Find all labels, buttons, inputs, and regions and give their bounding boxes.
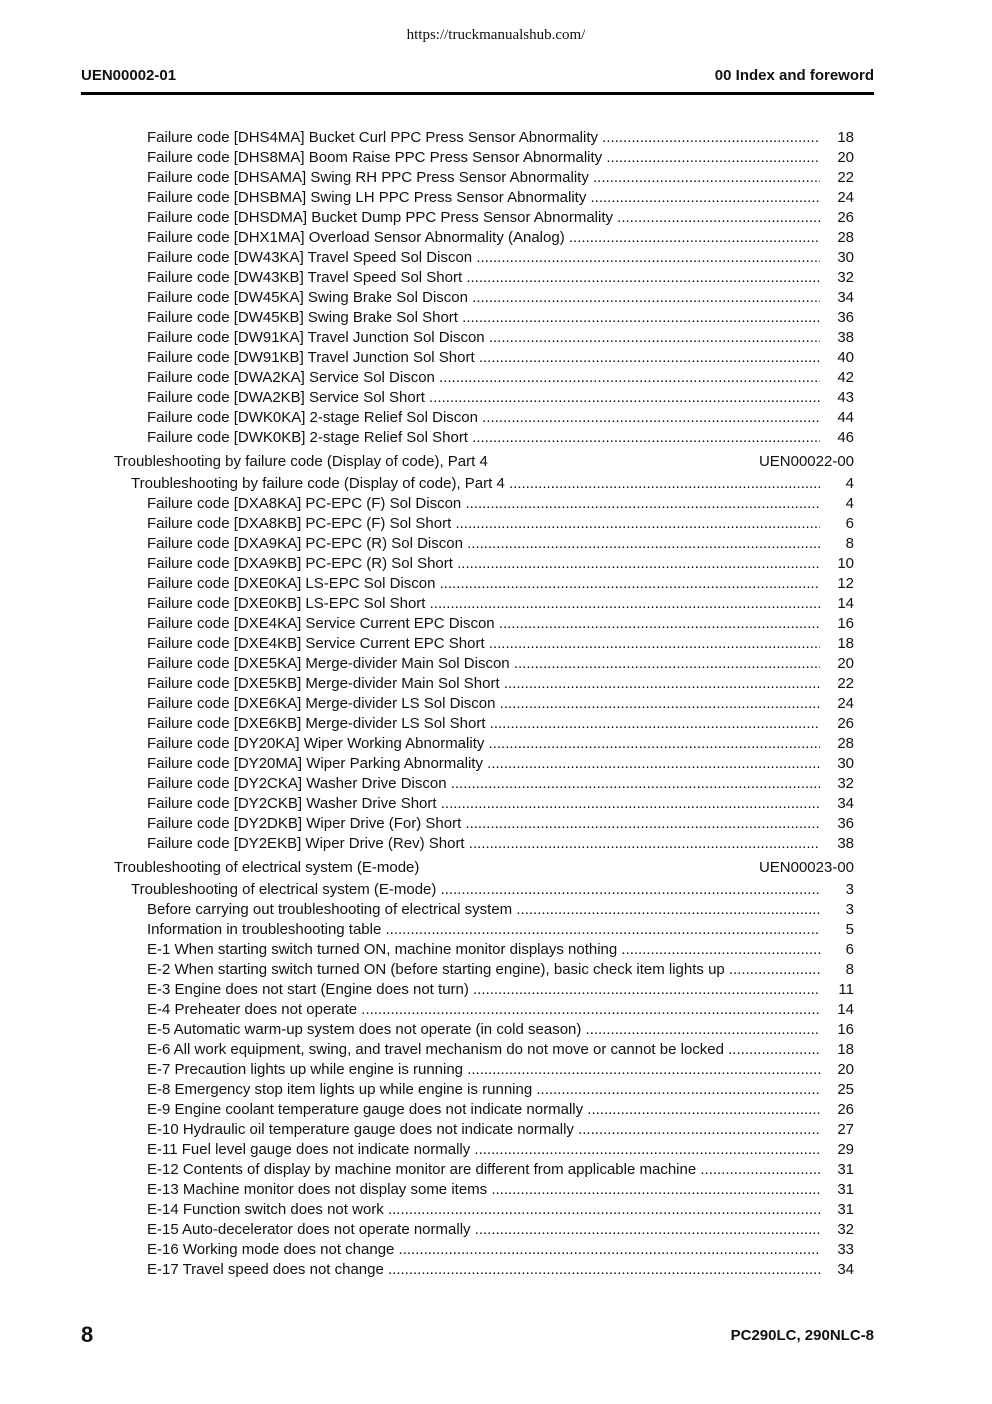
toc-entry[interactable] xyxy=(0,1040,992,1060)
toc-entry-page: 16 xyxy=(837,615,854,632)
toc-entry-page: 24 xyxy=(837,695,854,712)
toc-entry[interactable] xyxy=(0,494,992,514)
toc-entry-title: Failure code [DWK0KB] 2-stage Relief Sol Short ..... xyxy=(147,428,820,448)
toc-entry-page: 31 xyxy=(837,1201,854,1218)
toc-entry[interactable] xyxy=(0,368,992,388)
toc-entry-page: 24 xyxy=(837,189,854,206)
toc-entry[interactable] xyxy=(0,614,992,634)
doc-code: UEN00002-01 xyxy=(81,67,177,84)
toc-entry-page: 18 xyxy=(837,129,854,146)
toc-entry-page: 20 xyxy=(837,1061,854,1078)
toc-entry-page: 28 xyxy=(837,735,854,752)
toc-entry-title: E-8 Emergency stop item lights up while engine is running ..... xyxy=(147,1080,820,1100)
toc-entry[interactable] xyxy=(0,940,992,960)
toc-entry-title: Failure code [DXE5KB] Merge-divider Main Sol Short ..... xyxy=(147,674,820,694)
toc-entry-page: 27 xyxy=(837,1121,854,1138)
toc-entry-page: 6 xyxy=(845,515,854,532)
toc-entry-page: 43 xyxy=(837,389,854,406)
toc-entry-page: 29 xyxy=(837,1141,854,1158)
toc-entry-title: E-4 Preheater does not operate ..... xyxy=(147,1000,820,1020)
toc-entry-title: E-5 Automatic warm-up system does not operate (in cold season) ..... xyxy=(147,1020,820,1040)
toc-entry-title: Failure code [DW43KA] Travel Speed Sol Discon ..... xyxy=(147,248,820,268)
section-heading-title: Troubleshooting by failure code (Display of code), Part 4 xyxy=(114,453,488,470)
toc-entry[interactable] xyxy=(0,474,992,494)
toc-entry-title: Failure code [DW91KB] Travel Junction Sol Short ..... xyxy=(147,348,820,368)
toc-entry[interactable] xyxy=(0,774,992,794)
toc-entry-page: 20 xyxy=(837,149,854,166)
toc-entry-title: Failure code [DW91KA] Travel Junction Sol Discon ..... xyxy=(147,328,820,348)
toc-entry[interactable] xyxy=(0,1020,992,1040)
toc-entry-page: 30 xyxy=(837,249,854,266)
toc-entry[interactable] xyxy=(0,128,992,148)
toc-entry-page: 28 xyxy=(837,229,854,246)
toc-entry-page: 10 xyxy=(837,555,854,572)
toc-entry[interactable] xyxy=(0,754,992,774)
toc-entry-title: E-12 Contents of display by machine monitor are different from applicable machine ..... xyxy=(147,1160,820,1180)
toc-entry-page: 3 xyxy=(845,881,854,898)
toc-entry-title: E-6 All work equipment, swing, and travel mechanism do not move or cannot be locked ..... xyxy=(147,1040,820,1060)
toc-entry-title: Failure code [DHSBMA] Swing LH PPC Press Sensor Abnormality ..... xyxy=(147,188,820,208)
toc-entry-title: Troubleshooting by failure code (Display of code), Part 4 ..... xyxy=(131,474,820,494)
toc-entry-page: 44 xyxy=(837,409,854,426)
table-of-contents xyxy=(0,128,992,1280)
toc-entry-title: E-2 When starting switch turned ON (before starting engine), basic check item lights up ..... xyxy=(147,960,820,980)
toc-entry-page: 32 xyxy=(837,775,854,792)
toc-entry-title: Failure code [DXE4KB] Service Current EPC Short ..... xyxy=(147,634,820,654)
toc-entry-title: E-10 Hydraulic oil temperature gauge does not indicate normally ..... xyxy=(147,1120,820,1140)
toc-entry-page: 18 xyxy=(837,1041,854,1058)
toc-entry-page: 14 xyxy=(837,595,854,612)
site-url: https://truckmanualshub.com/ xyxy=(406,27,586,43)
toc-entry-title: Failure code [DXE6KA] Merge-divider LS Sol Discon ..... xyxy=(147,694,820,714)
toc-entry[interactable] xyxy=(0,328,992,348)
toc-entry-title: E-11 Fuel level gauge does not indicate normally ..... xyxy=(147,1140,820,1160)
toc-entry[interactable] xyxy=(0,1000,992,1020)
toc-entry[interactable] xyxy=(0,1200,992,1220)
toc-entry-page: 20 xyxy=(837,655,854,672)
toc-entry[interactable] xyxy=(0,980,992,1000)
toc-entry-title: Failure code [DY2CKB] Washer Drive Short ..... xyxy=(147,794,820,814)
toc-entry[interactable] xyxy=(0,794,992,814)
toc-entry[interactable] xyxy=(0,1220,992,1240)
toc-entry-title: E-17 Travel speed does not change ..... xyxy=(147,1260,820,1280)
toc-section-heading xyxy=(0,450,992,474)
toc-entry-title: E-15 Auto-decelerator does not operate normally ..... xyxy=(147,1220,820,1240)
toc-entry-title: Failure code [DXE0KA] LS-EPC Sol Discon ..... xyxy=(147,574,820,594)
header-rule xyxy=(81,92,874,95)
toc-entry[interactable] xyxy=(0,674,992,694)
toc-entry-title: Failure code [DW45KB] Swing Brake Sol Short ..... xyxy=(147,308,820,328)
toc-entry-title: Failure code [DXE5KA] Merge-divider Main Sol Discon ..... xyxy=(147,654,820,674)
toc-entry[interactable] xyxy=(0,574,992,594)
toc-entry-title: Failure code [DWK0KA] 2-stage Relief Sol Discon ..... xyxy=(147,408,820,428)
toc-entry-title: E-7 Precaution lights up while engine is running ..... xyxy=(147,1060,820,1080)
toc-entry-page: 38 xyxy=(837,835,854,852)
toc-entry-title: Failure code [DXA9KA] PC-EPC (R) Sol Discon ..... xyxy=(147,534,820,554)
toc-entry-title: Failure code [DHSAMA] Swing RH PPC Press Sensor Abnormality ..... xyxy=(147,168,820,188)
toc-entry[interactable] xyxy=(0,308,992,328)
toc-entry-title: Failure code [DY20MA] Wiper Parking Abnormality ..... xyxy=(147,754,820,774)
toc-entry-page: 36 xyxy=(837,815,854,832)
toc-entry-title: Failure code [DXE0KB] LS-EPC Sol Short ..... xyxy=(147,594,820,614)
toc-entry-title: Failure code [DXE6KB] Merge-divider LS Sol Short ..... xyxy=(147,714,820,734)
toc-entry-page: 4 xyxy=(845,475,854,492)
section-heading-title: Troubleshooting of electrical system (E-mode) xyxy=(114,859,420,876)
toc-entry-page: 31 xyxy=(837,1161,854,1178)
toc-entry-page: 8 xyxy=(845,961,854,978)
toc-entry[interactable] xyxy=(0,1160,992,1180)
toc-entry[interactable] xyxy=(0,814,992,834)
toc-entry-title: Failure code [DHS4MA] Bucket Curl PPC Press Sensor Abnormality ..... xyxy=(147,128,820,148)
toc-entry-page: 34 xyxy=(837,289,854,306)
toc-entry-page: 26 xyxy=(837,715,854,732)
machine-model: PC290LC, 290NLC-8 xyxy=(730,1327,874,1344)
toc-entry[interactable] xyxy=(0,694,992,714)
toc-entry-page: 34 xyxy=(837,1261,854,1278)
toc-entry-title: Failure code [DWA2KA] Service Sol Discon ..... xyxy=(147,368,820,388)
toc-entry[interactable] xyxy=(0,734,992,754)
toc-entry[interactable] xyxy=(0,1080,992,1100)
toc-entry[interactable] xyxy=(0,1060,992,1080)
toc-entry-title: Failure code [DY2CKA] Washer Drive Discon ..... xyxy=(147,774,820,794)
toc-entry[interactable] xyxy=(0,834,992,854)
toc-entry-page: 36 xyxy=(837,309,854,326)
toc-entry[interactable] xyxy=(0,1100,992,1120)
toc-entry-page: 31 xyxy=(837,1181,854,1198)
toc-entry-page: 42 xyxy=(837,369,854,386)
toc-entry-title: Failure code [DY2DKB] Wiper Drive (For) Short ..... xyxy=(147,814,820,834)
toc-entry-page: 22 xyxy=(837,675,854,692)
toc-entry-title: Failure code [DXA9KB] PC-EPC (R) Sol Short ..... xyxy=(147,554,820,574)
toc-entry-page: 6 xyxy=(845,941,854,958)
toc-entry-title: Failure code [DW45KA] Swing Brake Sol Discon ..... xyxy=(147,288,820,308)
toc-entry-page: 32 xyxy=(837,1221,854,1238)
toc-entry-title: Information in troubleshooting table ..... xyxy=(147,920,820,940)
toc-entry-page: 46 xyxy=(837,429,854,446)
toc-entry-title: E-14 Function switch does not work ..... xyxy=(147,1200,820,1220)
toc-entry-title: Troubleshooting of electrical system (E-mode) ..... xyxy=(131,880,820,900)
toc-entry[interactable] xyxy=(0,900,992,920)
toc-entry-title: E-3 Engine does not start (Engine does not turn) ..... xyxy=(147,980,820,1000)
toc-entry[interactable] xyxy=(0,1180,992,1200)
toc-entry-title: Failure code [DHS8MA] Boom Raise PPC Press Sensor Abnormality ..... xyxy=(147,148,820,168)
toc-entry[interactable] xyxy=(0,960,992,980)
toc-entry-page: 22 xyxy=(837,169,854,186)
toc-entry[interactable] xyxy=(0,554,992,574)
toc-entry-title: Failure code [DW43KB] Travel Speed Sol Short ..... xyxy=(147,268,820,288)
toc-entry[interactable] xyxy=(0,714,992,734)
toc-entry-page: 32 xyxy=(837,269,854,286)
toc-entry-page: 4 xyxy=(845,495,854,512)
toc-entry[interactable] xyxy=(0,880,992,900)
toc-entry-page: 26 xyxy=(837,209,854,226)
toc-entry-title: Before carrying out troubleshooting of electrical system ..... xyxy=(147,900,820,920)
toc-entry[interactable] xyxy=(0,534,992,554)
toc-entry[interactable] xyxy=(0,388,992,408)
toc-entry[interactable] xyxy=(0,188,992,208)
section-title: 00 Index and foreword xyxy=(714,67,874,84)
toc-entry-title: Failure code [DHX1MA] Overload Sensor Abnormality (Analog) ..... xyxy=(147,228,820,248)
toc-entry-title: Failure code [DY20KA] Wiper Working Abnormality ..... xyxy=(147,734,820,754)
toc-entry[interactable] xyxy=(0,654,992,674)
toc-entry[interactable] xyxy=(0,208,992,228)
toc-entry-page: 5 xyxy=(845,921,854,938)
toc-entry[interactable] xyxy=(0,348,992,368)
toc-entry[interactable] xyxy=(0,1120,992,1140)
toc-entry-title: Failure code [DWA2KB] Service Sol Short ..... xyxy=(147,388,820,408)
toc-entry-title: Failure code [DY2EKB] Wiper Drive (Rev) Short ..... xyxy=(147,834,820,854)
toc-entry[interactable] xyxy=(0,148,992,168)
toc-entry[interactable] xyxy=(0,408,992,428)
toc-entry[interactable] xyxy=(0,594,992,614)
toc-entry-title: E-9 Engine coolant temperature gauge does not indicate normally ..... xyxy=(147,1100,820,1120)
toc-entry[interactable] xyxy=(0,1260,992,1280)
toc-entry[interactable] xyxy=(0,920,992,940)
toc-entry[interactable] xyxy=(0,248,992,268)
toc-entry-page: 30 xyxy=(837,755,854,772)
toc-entry[interactable] xyxy=(0,1140,992,1160)
toc-entry-page: 34 xyxy=(837,795,854,812)
toc-entry[interactable] xyxy=(0,634,992,654)
toc-entry-page: 25 xyxy=(837,1081,854,1098)
toc-entry[interactable] xyxy=(0,228,992,248)
toc-entry-title: E-16 Working mode does not change ..... xyxy=(147,1240,820,1260)
toc-entry-title: Failure code [DXA8KB] PC-EPC (F) Sol Short ..... xyxy=(147,514,820,534)
toc-entry-page: 33 xyxy=(837,1241,854,1258)
section-heading-code: UEN00022-00 xyxy=(758,453,854,470)
page-number: 8 xyxy=(81,1322,94,1347)
toc-entry[interactable] xyxy=(0,288,992,308)
toc-entry-title: Failure code [DXE4KA] Service Current EPC Discon ..... xyxy=(147,614,820,634)
toc-entry-title: E-13 Machine monitor does not display some items ..... xyxy=(147,1180,820,1200)
toc-entry-page: 8 xyxy=(845,535,854,552)
toc-entry-page: 12 xyxy=(837,575,854,592)
toc-entry-title: Failure code [DXA8KA] PC-EPC (F) Sol Discon ..... xyxy=(147,494,820,514)
toc-entry[interactable] xyxy=(0,1240,992,1260)
toc-entry-title: E-1 When starting switch turned ON, machine monitor displays nothing ..... xyxy=(147,940,820,960)
toc-entry-page: 38 xyxy=(837,329,854,346)
toc-entry-page: 16 xyxy=(837,1021,854,1038)
section-heading-code: UEN00023-00 xyxy=(758,859,854,876)
toc-entry-page: 14 xyxy=(837,1001,854,1018)
toc-entry-page: 11 xyxy=(838,981,854,998)
toc-entry[interactable] xyxy=(0,428,992,448)
toc-entry-title: Failure code [DHSDMA] Bucket Dump PPC Press Sensor Abnormality ..... xyxy=(147,208,820,228)
toc-entry-page: 3 xyxy=(845,901,854,918)
toc-section-heading xyxy=(0,856,992,880)
toc-entry-page: 26 xyxy=(837,1101,854,1118)
toc-entry-page: 18 xyxy=(837,635,854,652)
toc-entry[interactable] xyxy=(0,168,992,188)
toc-entry-page: 40 xyxy=(837,349,854,366)
toc-entry[interactable] xyxy=(0,268,992,288)
toc-entry[interactable] xyxy=(0,514,992,534)
